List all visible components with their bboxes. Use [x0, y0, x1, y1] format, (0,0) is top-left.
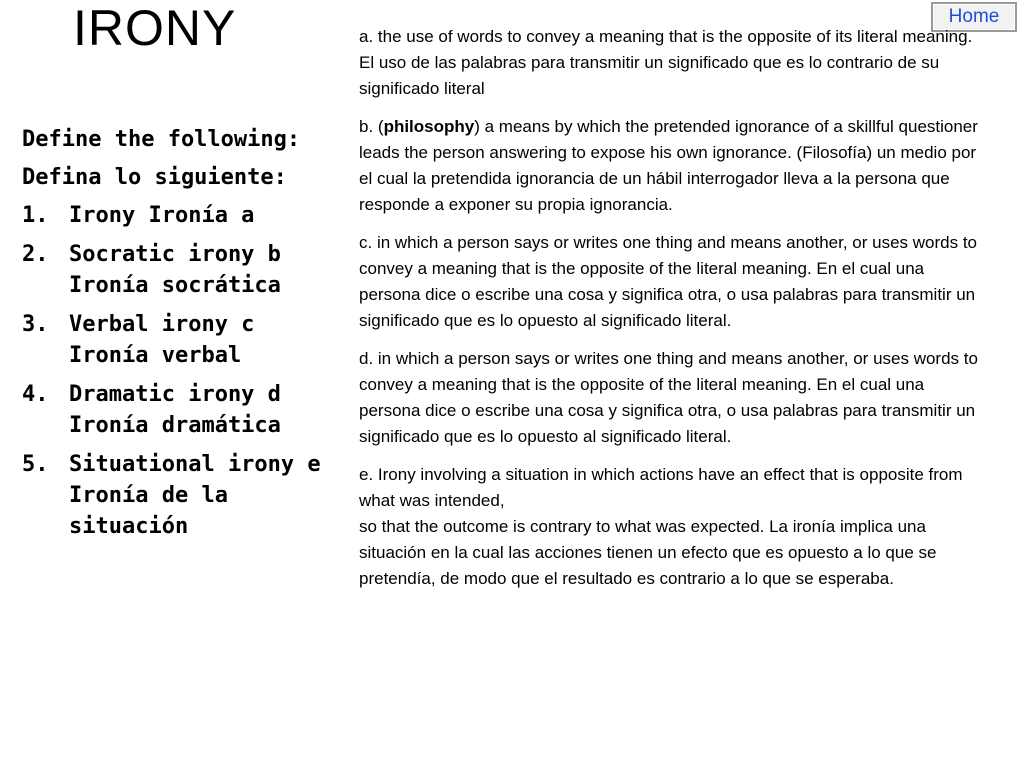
- definitions-panel: [359, 24, 984, 604]
- page-title: IRONY: [73, 0, 237, 56]
- definition-e: [359, 462, 984, 592]
- term-item: [22, 449, 322, 542]
- definition-b-prefix: b. (: [359, 117, 384, 136]
- term-text: Dramatic irony d Ironía dramática: [69, 382, 281, 438]
- definition-e-line1: e. Irony involving a situation in which actions have an effect that is opposite from what was intended,: [359, 465, 963, 510]
- term-text: Verbal irony c Ironía verbal: [69, 312, 255, 368]
- heading-english: Define the following:: [22, 127, 301, 152]
- terms-list: [22, 200, 322, 542]
- term-text: Irony Ironía a: [69, 203, 255, 228]
- definition-b-rest: ) a means by which the pretended ignorance of a skillful questioner leads the person answering to expose his own ignorance. (Filosofía) un medio por el cual la pretendida ignorancia de un hábil interrogador lleva a la persona que responde a exponer su propia ignorancia.: [359, 117, 978, 214]
- definition-e-line2: so that the outcome is contrary to what was expected. La ironía implica una situación en la cual las acciones tienen un efecto que es opuesto a lo que se pretendía, de modo que el resultado es contrario a lo que se esperaba.: [359, 517, 937, 588]
- definition-b: [359, 114, 984, 218]
- definition-b-bold: philosophy: [383, 117, 475, 136]
- term-number: 3.: [22, 312, 49, 337]
- home-button[interactable]: Home: [931, 2, 1017, 32]
- term-item: [22, 200, 322, 231]
- term-item: [22, 379, 322, 441]
- definition-c: c. in which a person says or writes one thing and means another, or uses words to convey a meaning that is the opposite of the literal meaning. En el cual una persona dice o escribe una cosa y significa otra, o usa palabras para transmitir un significado que es lo opuesto al significado literal.: [359, 233, 977, 330]
- terms-panel: [22, 124, 322, 550]
- term-text: Situational irony e Ironía de la situación: [69, 452, 321, 539]
- term-number: 2.: [22, 242, 49, 267]
- definition-d: d. in which a person says or writes one thing and means another, or uses words to convey a meaning that is the opposite of the literal meaning. En el cual una persona dice o escribe una cosa y significa otra, o usa palabras para transmitir un significado que es lo opuesto al significado literal.: [359, 349, 978, 446]
- term-number: 5.: [22, 452, 49, 477]
- term-item: [22, 309, 322, 371]
- term-item: [22, 239, 322, 301]
- term-text: Socratic irony b Ironía socrática: [69, 242, 281, 298]
- definition-a: a. the use of words to convey a meaning that is the opposite of its literal meaning. El uso de las palabras para transmitir un significado que es lo contrario de su significado literal: [359, 27, 973, 98]
- term-number: 4.: [22, 382, 49, 407]
- term-number: 1.: [22, 203, 49, 228]
- heading-spanish: Defina lo siguiente:: [22, 165, 287, 190]
